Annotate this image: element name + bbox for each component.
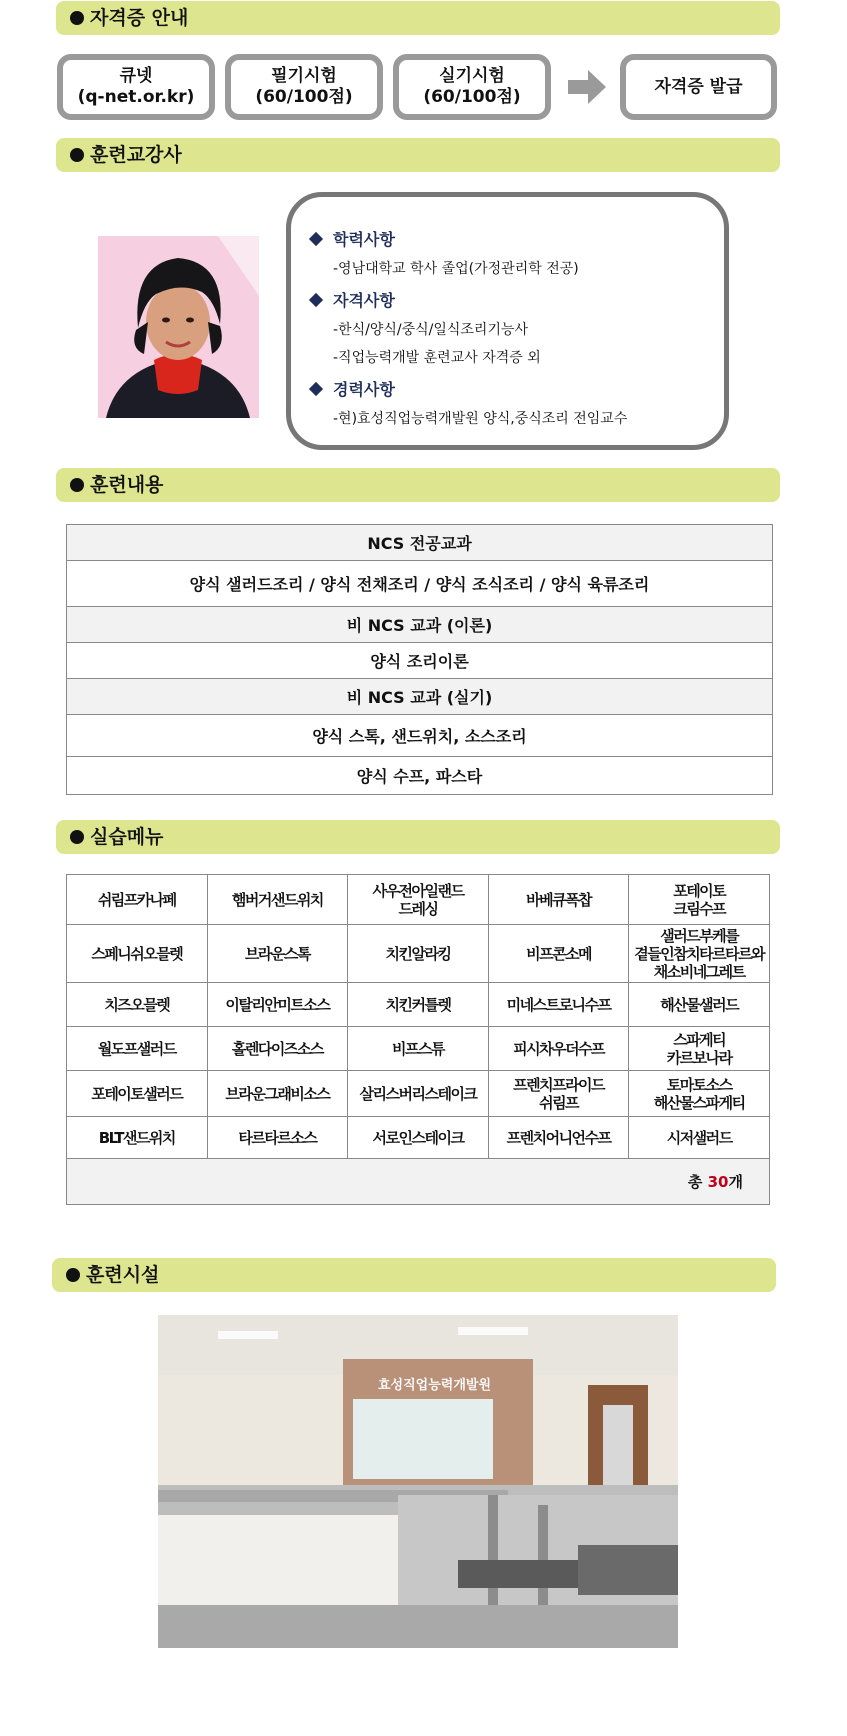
section-title: 자격증 안내 (90, 7, 189, 29)
menu-item: 비프스튜 (348, 1027, 489, 1071)
menu-item: 브라운그래비소스 (207, 1071, 348, 1117)
total-count: 30 (707, 1172, 729, 1191)
menu-item: 포테이토 크림수프 (629, 875, 770, 925)
section-header-contents (56, 468, 780, 502)
menu-total (67, 1159, 770, 1205)
flow-step-issue (620, 54, 777, 120)
menu-item: 이탈리안미트소스 (207, 983, 348, 1027)
menu-item: 프렌치어니언수프 (488, 1117, 629, 1159)
menu-row (67, 1071, 770, 1117)
flow-step-title: 자격증 발급 (654, 76, 743, 97)
contents-cell: NCS 전공교과 (67, 525, 773, 561)
menu-item: 비프콘소메 (488, 925, 629, 983)
menu-item: 치킨커틀렛 (348, 983, 489, 1027)
license-heading (311, 288, 724, 311)
flow-step-written-exam (225, 54, 383, 120)
menu-item: 타르타르소스 (207, 1117, 348, 1159)
training-contents-table (66, 524, 773, 795)
menu-item: 스페니쉬오믈렛 (67, 925, 208, 983)
practice-menu-table (66, 874, 770, 1205)
menu-item: 해산물샐러드 (629, 983, 770, 1027)
menu-item: 시저샐러드 (629, 1117, 770, 1159)
career-title: 경력사항 (333, 380, 395, 399)
contents-cell: 양식 스톡, 샌드위치, 소스조리 (67, 715, 773, 757)
contents-cell: 양식 샐러드조리 / 양식 전채조리 / 양식 조식조리 / 양식 육류조리 (67, 561, 773, 607)
menu-item: 바베큐폭찹 (488, 875, 629, 925)
menu-item: 치즈오믈렛 (67, 983, 208, 1027)
menu-item: 브라운스톡 (207, 925, 348, 983)
menu-item: 피시차우더수프 (488, 1027, 629, 1071)
bullet-dot-icon (66, 1268, 80, 1282)
facility-sign-text: 효성직업능력개발원 (378, 1378, 492, 1393)
education-title: 학력사항 (333, 230, 395, 249)
contents-cell: 비 NCS 교과 (이론) (67, 607, 773, 643)
section-title: 훈련시설 (86, 1264, 160, 1286)
menu-item: 사우전아일랜드 드레싱 (348, 875, 489, 925)
menu-row (67, 925, 770, 983)
section-header-facility (52, 1258, 776, 1292)
bullet-dot-icon (70, 478, 84, 492)
flow-step-practical-exam (393, 54, 551, 120)
menu-item: 살리스버리스테이크 (348, 1071, 489, 1117)
contents-cell: 비 NCS 교과 (실기) (67, 679, 773, 715)
menu-item: 스파게티 카르보나라 (629, 1027, 770, 1071)
bullet-dot-icon (70, 830, 84, 844)
flow-step-detail: (60/100점) (423, 87, 521, 107)
diamond-bullet-icon (309, 382, 323, 396)
bullet-dot-icon (70, 148, 84, 162)
section-header-menu (56, 820, 780, 854)
contents-cell: 양식 수프, 파스타 (67, 757, 773, 795)
license-item: -직업능력개발 훈련교사 자격증 외 (333, 350, 541, 366)
section-header-instructor (56, 138, 780, 172)
instructor-profile-card (286, 192, 729, 450)
menu-item: 햄버거샌드위치 (207, 875, 348, 925)
menu-item: 월도프샐러드 (67, 1027, 208, 1071)
education-heading (311, 227, 724, 250)
diamond-bullet-icon (309, 293, 323, 307)
career-item: -현)효성직업능력개발원 양식,중식조리 전임교수 (333, 411, 628, 427)
arrow-right-icon (568, 70, 606, 104)
section-header-certificate (56, 1, 780, 35)
total-suffix: 개 (728, 1172, 743, 1191)
menu-item: 프렌치프라이드 쉬림프 (488, 1071, 629, 1117)
menu-item: 서로인스테이크 (348, 1117, 489, 1159)
flow-step-title: 필기시험 (271, 66, 337, 86)
menu-item: 미네스트로니수프 (488, 983, 629, 1027)
section-title: 실습메뉴 (90, 826, 164, 848)
total-prefix: 총 (687, 1172, 708, 1191)
menu-item: 쉬림프카나페 (67, 875, 208, 925)
menu-row (67, 983, 770, 1027)
bullet-dot-icon (70, 11, 84, 25)
menu-item: 홀렌다이즈소스 (207, 1027, 348, 1071)
menu-item: 샐러드부케를 곁들인참치타르타르와 채소비네그레트 (629, 925, 770, 983)
menu-item: 포테이토샐러드 (67, 1071, 208, 1117)
career-heading (311, 377, 724, 400)
menu-row (67, 875, 770, 925)
facility-photo (158, 1315, 678, 1648)
diamond-bullet-icon (309, 232, 323, 246)
flow-step-qnet (57, 54, 215, 120)
section-title: 훈련교강사 (90, 144, 182, 166)
license-item: -한식/양식/중식/일식조리기능사 (333, 322, 529, 338)
flow-step-title: 큐넷 (119, 66, 153, 86)
menu-row (67, 1117, 770, 1159)
menu-row (67, 1027, 770, 1071)
menu-item: BLT샌드위치 (67, 1117, 208, 1159)
section-title: 훈련내용 (90, 474, 164, 496)
menu-item: 토마토소스 해산물스파게티 (629, 1071, 770, 1117)
instructor-photo (98, 236, 259, 418)
flow-step-detail: (q-net.or.kr) (77, 87, 195, 107)
flow-step-title: 실기시험 (439, 66, 505, 86)
license-title: 자격사항 (333, 291, 395, 310)
education-item: -영남대학교 학사 졸업(가정관리학 전공) (333, 261, 579, 277)
flow-step-detail: (60/100점) (255, 87, 353, 107)
menu-item: 치킨알라킹 (348, 925, 489, 983)
contents-cell: 양식 조리이론 (67, 643, 773, 679)
